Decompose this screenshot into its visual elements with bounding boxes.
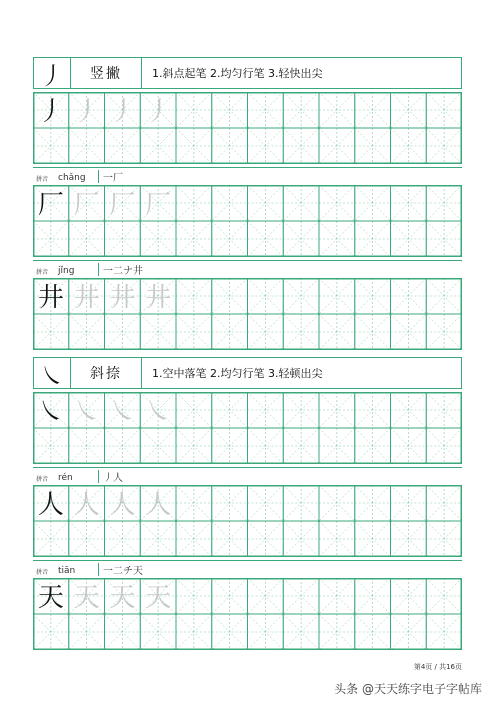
model-character: 天 — [37, 583, 64, 614]
watermark: 头条 @天天练字电子字帖库 — [334, 682, 482, 696]
trace-character: 人 — [145, 490, 172, 521]
trace-character: 井 — [145, 283, 172, 314]
stroke-order: 一厂 — [98, 170, 123, 183]
trace-character: 丿 — [145, 97, 172, 128]
stroke-header-1 — [33, 57, 462, 89]
practice-grid-word-3 — [33, 485, 462, 557]
model-character: 丿 — [37, 97, 64, 128]
trace-character: 人 — [73, 490, 100, 521]
trace-character: 天 — [109, 583, 136, 614]
pinyin-label: 拼音 — [36, 569, 49, 576]
pinyin-label: 拼音 — [36, 176, 49, 183]
pinyin-row — [33, 560, 462, 576]
pinyin-text: chǎng — [58, 173, 86, 183]
practice-grid-word-1 — [33, 185, 462, 257]
stroke-order: 一二チ天 — [98, 563, 143, 576]
model-character: ㇏ — [37, 397, 64, 428]
stroke-order: 丿人 — [98, 470, 123, 483]
trace-character: ㇏ — [145, 397, 172, 428]
pinyin-text: rén — [58, 473, 73, 483]
stroke-name: 竖撇 — [71, 58, 142, 88]
stroke-glyph: ㇏ — [34, 358, 71, 388]
trace-character: 丿 — [73, 97, 100, 128]
stroke-header-2 — [33, 357, 462, 389]
stroke-rules: 1.空中落笔 2.均匀行笔 3.轻顿出尖 — [152, 367, 323, 380]
model-character: 井 — [37, 283, 64, 314]
stroke-rules: 1.斜点起笔 2.均匀行笔 3.轻快出尖 — [152, 67, 323, 80]
stroke-order: 一二ナ井 — [98, 263, 143, 276]
practice-grid-word-2 — [33, 278, 462, 350]
pinyin-label: 拼音 — [36, 476, 49, 483]
trace-character: 人 — [109, 490, 136, 521]
pinyin-row — [33, 260, 462, 276]
pinyin-label: 拼音 — [36, 269, 49, 276]
trace-character: 厂 — [73, 190, 100, 221]
model-character: 人 — [37, 490, 64, 521]
pinyin-row — [33, 167, 462, 183]
practice-grid-stroke-2 — [33, 392, 462, 464]
pinyin-row — [33, 467, 462, 483]
stroke-name: 斜捺 — [71, 358, 142, 388]
trace-character: ㇏ — [109, 397, 136, 428]
trace-character: 井 — [73, 283, 100, 314]
trace-character: 丿 — [109, 97, 136, 128]
trace-character: ㇏ — [73, 397, 100, 428]
trace-character: 厂 — [145, 190, 172, 221]
page-number: 第4页 / 共16页 — [413, 663, 462, 671]
stroke-glyph: 丿 — [34, 58, 71, 88]
pinyin-text: jǐng — [58, 266, 75, 276]
model-character: 厂 — [37, 190, 64, 221]
trace-character: 厂 — [109, 190, 136, 221]
pinyin-text: tiān — [58, 566, 76, 576]
trace-character: 井 — [109, 283, 136, 314]
trace-character: 天 — [145, 583, 172, 614]
practice-grid-word-4 — [33, 578, 462, 650]
trace-character: 天 — [73, 583, 100, 614]
practice-grid-stroke-1 — [33, 92, 462, 164]
